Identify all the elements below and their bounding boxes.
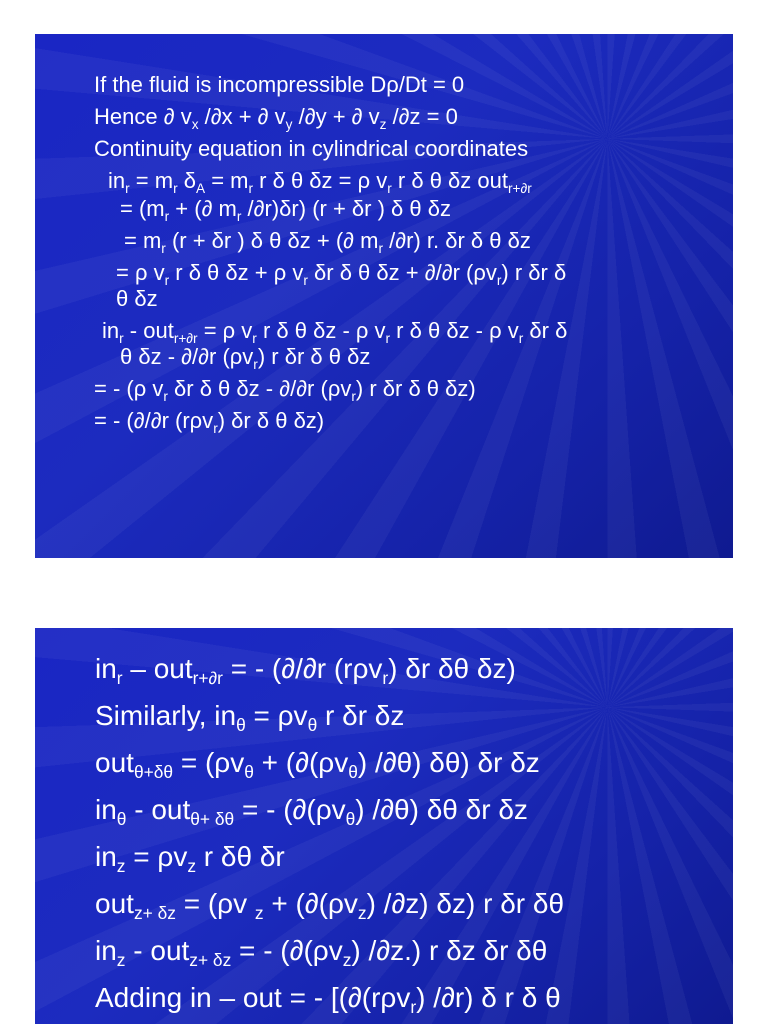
equation-text: /∂z = 0 [386,104,458,129]
equation-text: - out [126,794,191,825]
subscript: θ+ δθ [190,809,235,830]
equation-text: δr δ θ δz - ∂/∂r (ρv [167,376,352,401]
equation-line [124,228,531,254]
subscript: z [342,950,352,971]
equation-line [95,699,405,736]
subscript: θ [348,762,358,783]
equation-line [95,981,561,1018]
equation-text: ) δr δ θ δz) [217,408,325,433]
subscript: z [187,856,197,877]
equation-line [95,793,528,830]
equation-line [95,934,548,971]
subscript: r [303,272,308,288]
subscript: z+ δz [133,903,176,924]
subscript: r [496,272,502,288]
equation-line: Continuity equation in cylindrical coordinates [94,136,529,161]
subscript: r [164,272,170,288]
equation-text: = m [205,168,249,193]
slide-2 [35,628,733,1024]
equation-text: r δ θ δz out [391,168,508,193]
equation-text: r δ θ δz - ρ v [390,318,519,343]
equation-text: = (ρv [173,747,245,778]
subscript: r [125,180,130,196]
equation-text: in [95,794,117,825]
subscript: A [195,180,206,196]
subscript: θ [244,762,254,783]
equation-text: /∂x + ∂ v [198,104,286,129]
subscript: z [116,856,126,877]
equation-line [95,746,540,783]
subscript: θ [236,715,246,736]
equation-text: = m [129,168,174,193]
equation-text: ) /∂r) δ r δ θ [416,982,561,1013]
equation-text: r δ θ δz + ρ v [169,260,304,285]
subscript: r+∂r [173,330,198,346]
equation-text: = m [124,228,162,253]
equation-line [102,318,567,344]
equation-text: r δ θ δz - ρ v [256,318,386,343]
subscript: r [236,208,242,224]
equation-text: in [95,841,117,872]
equation-text: ) r δr δ θ δz) [355,376,476,401]
equation-line [120,344,370,370]
subscript: r [518,330,524,346]
equation-text: ) r δr δ [501,260,567,285]
equation-text: ) /∂θ) δθ δr δz [355,794,528,825]
equation-text: ) r δr δ θ δz [257,344,371,369]
equation-text: Adding in – out = - [(∂(rρv [95,982,411,1013]
subscript: θ [345,809,356,830]
subscript: r [173,180,178,196]
subscript: z [357,903,367,924]
equation-text: ) /∂z) δz) r δr δθ [366,888,565,919]
equation-line [95,652,516,689]
equation-text: r δr δz [317,700,405,731]
equation-text: = (m [120,196,165,221]
subscript: r [161,240,166,256]
equation-text: δr δ [523,318,568,343]
equation-text: out [95,747,134,778]
equation-line [120,196,451,222]
equation-text: δ [177,168,196,193]
equation-text: θ δz - ∂/∂r (ρv [120,344,254,369]
equation-text: δr δ θ δz + ∂/∂r (ρv [307,260,497,285]
subscript: r [248,180,254,196]
equation-line [108,168,532,194]
equation-text: - out [125,935,190,966]
subscript: r [119,330,124,346]
equation-text: Similarly, in [95,700,237,731]
subscript: r [410,997,417,1018]
subscript: r+∂r [192,668,223,689]
equation-text: = ρ v [197,318,253,343]
subscript: r [382,668,389,689]
equation-text: r δ θ δz = ρ v [253,168,388,193]
subscript: r [116,668,123,689]
equation-text: = - (∂(ρv [234,794,346,825]
equation-text: in [95,653,117,684]
equation-text: = ρ v [116,260,165,285]
equation-text: = (ρv [175,888,255,919]
subscript: z [116,950,126,971]
subscript: r [252,330,257,346]
equation-line [116,260,566,286]
equation-text: - out [123,318,174,343]
equation-text: = ρv [245,700,308,731]
subscript: r [351,388,356,404]
subscript: θ+δθ [133,762,174,783]
equation-text: = - (∂(ρv [231,935,343,966]
subscript: θ [116,809,127,830]
equation-text: + (∂(ρv [253,747,349,778]
equation-line [95,887,565,924]
equation-line [94,408,324,434]
subscript: r [213,420,218,436]
equation-text: = ρv [125,841,188,872]
slide-1 [35,34,733,558]
equation-text: – out [122,653,193,684]
equation-text: ) δr δθ δz) [388,653,516,684]
subscript: r [164,208,170,224]
equation-text: r δθ δr [196,841,285,872]
equation-text: (r + δr ) δ θ δz + (∂ m [165,228,379,253]
equation-text: /∂y + ∂ v [292,104,380,129]
equation-text: ) /∂z.) r δz δr δθ [351,935,548,966]
equation-text: in [95,935,117,966]
subscript: x [191,116,199,132]
equation-text: + (∂(ρv [263,888,358,919]
equation-line: θ δz [116,286,158,311]
subscript: θ [307,715,318,736]
equation-text: + (∂ m [169,196,237,221]
subscript: r [385,330,391,346]
equation-text: ) /∂θ) δθ) δr δz [357,747,540,778]
subscript: r [253,356,258,372]
equation-text: = - (∂/∂r (rρv [222,653,383,684]
equation-text: in [102,318,120,343]
subscript: z [254,903,264,924]
equation-line [95,840,285,877]
equation-text: out [95,888,134,919]
subscript: r+∂r [507,180,532,196]
equation-line [94,376,476,402]
subscript: r [378,240,384,256]
equation-line [94,104,458,130]
equation-text: /∂r)δr) (r + δr ) δ θ δz [241,196,451,221]
subscript: r [387,180,392,196]
subscript: z+ δz [189,950,232,971]
equation-text: = - (∂/∂r (rρv [94,408,214,433]
subscript: r [163,388,168,404]
equation-text: = - (ρ v [94,376,164,401]
subscript: z [379,116,387,132]
equation-line: If the fluid is incompressible Dρ/Dt = 0 [94,72,465,97]
subscript: y [285,116,293,132]
equation-text: /∂r) r. δr δ θ δz [383,228,531,253]
equation-text: Hence ∂ v [94,104,192,129]
equation-text: in [108,168,126,193]
